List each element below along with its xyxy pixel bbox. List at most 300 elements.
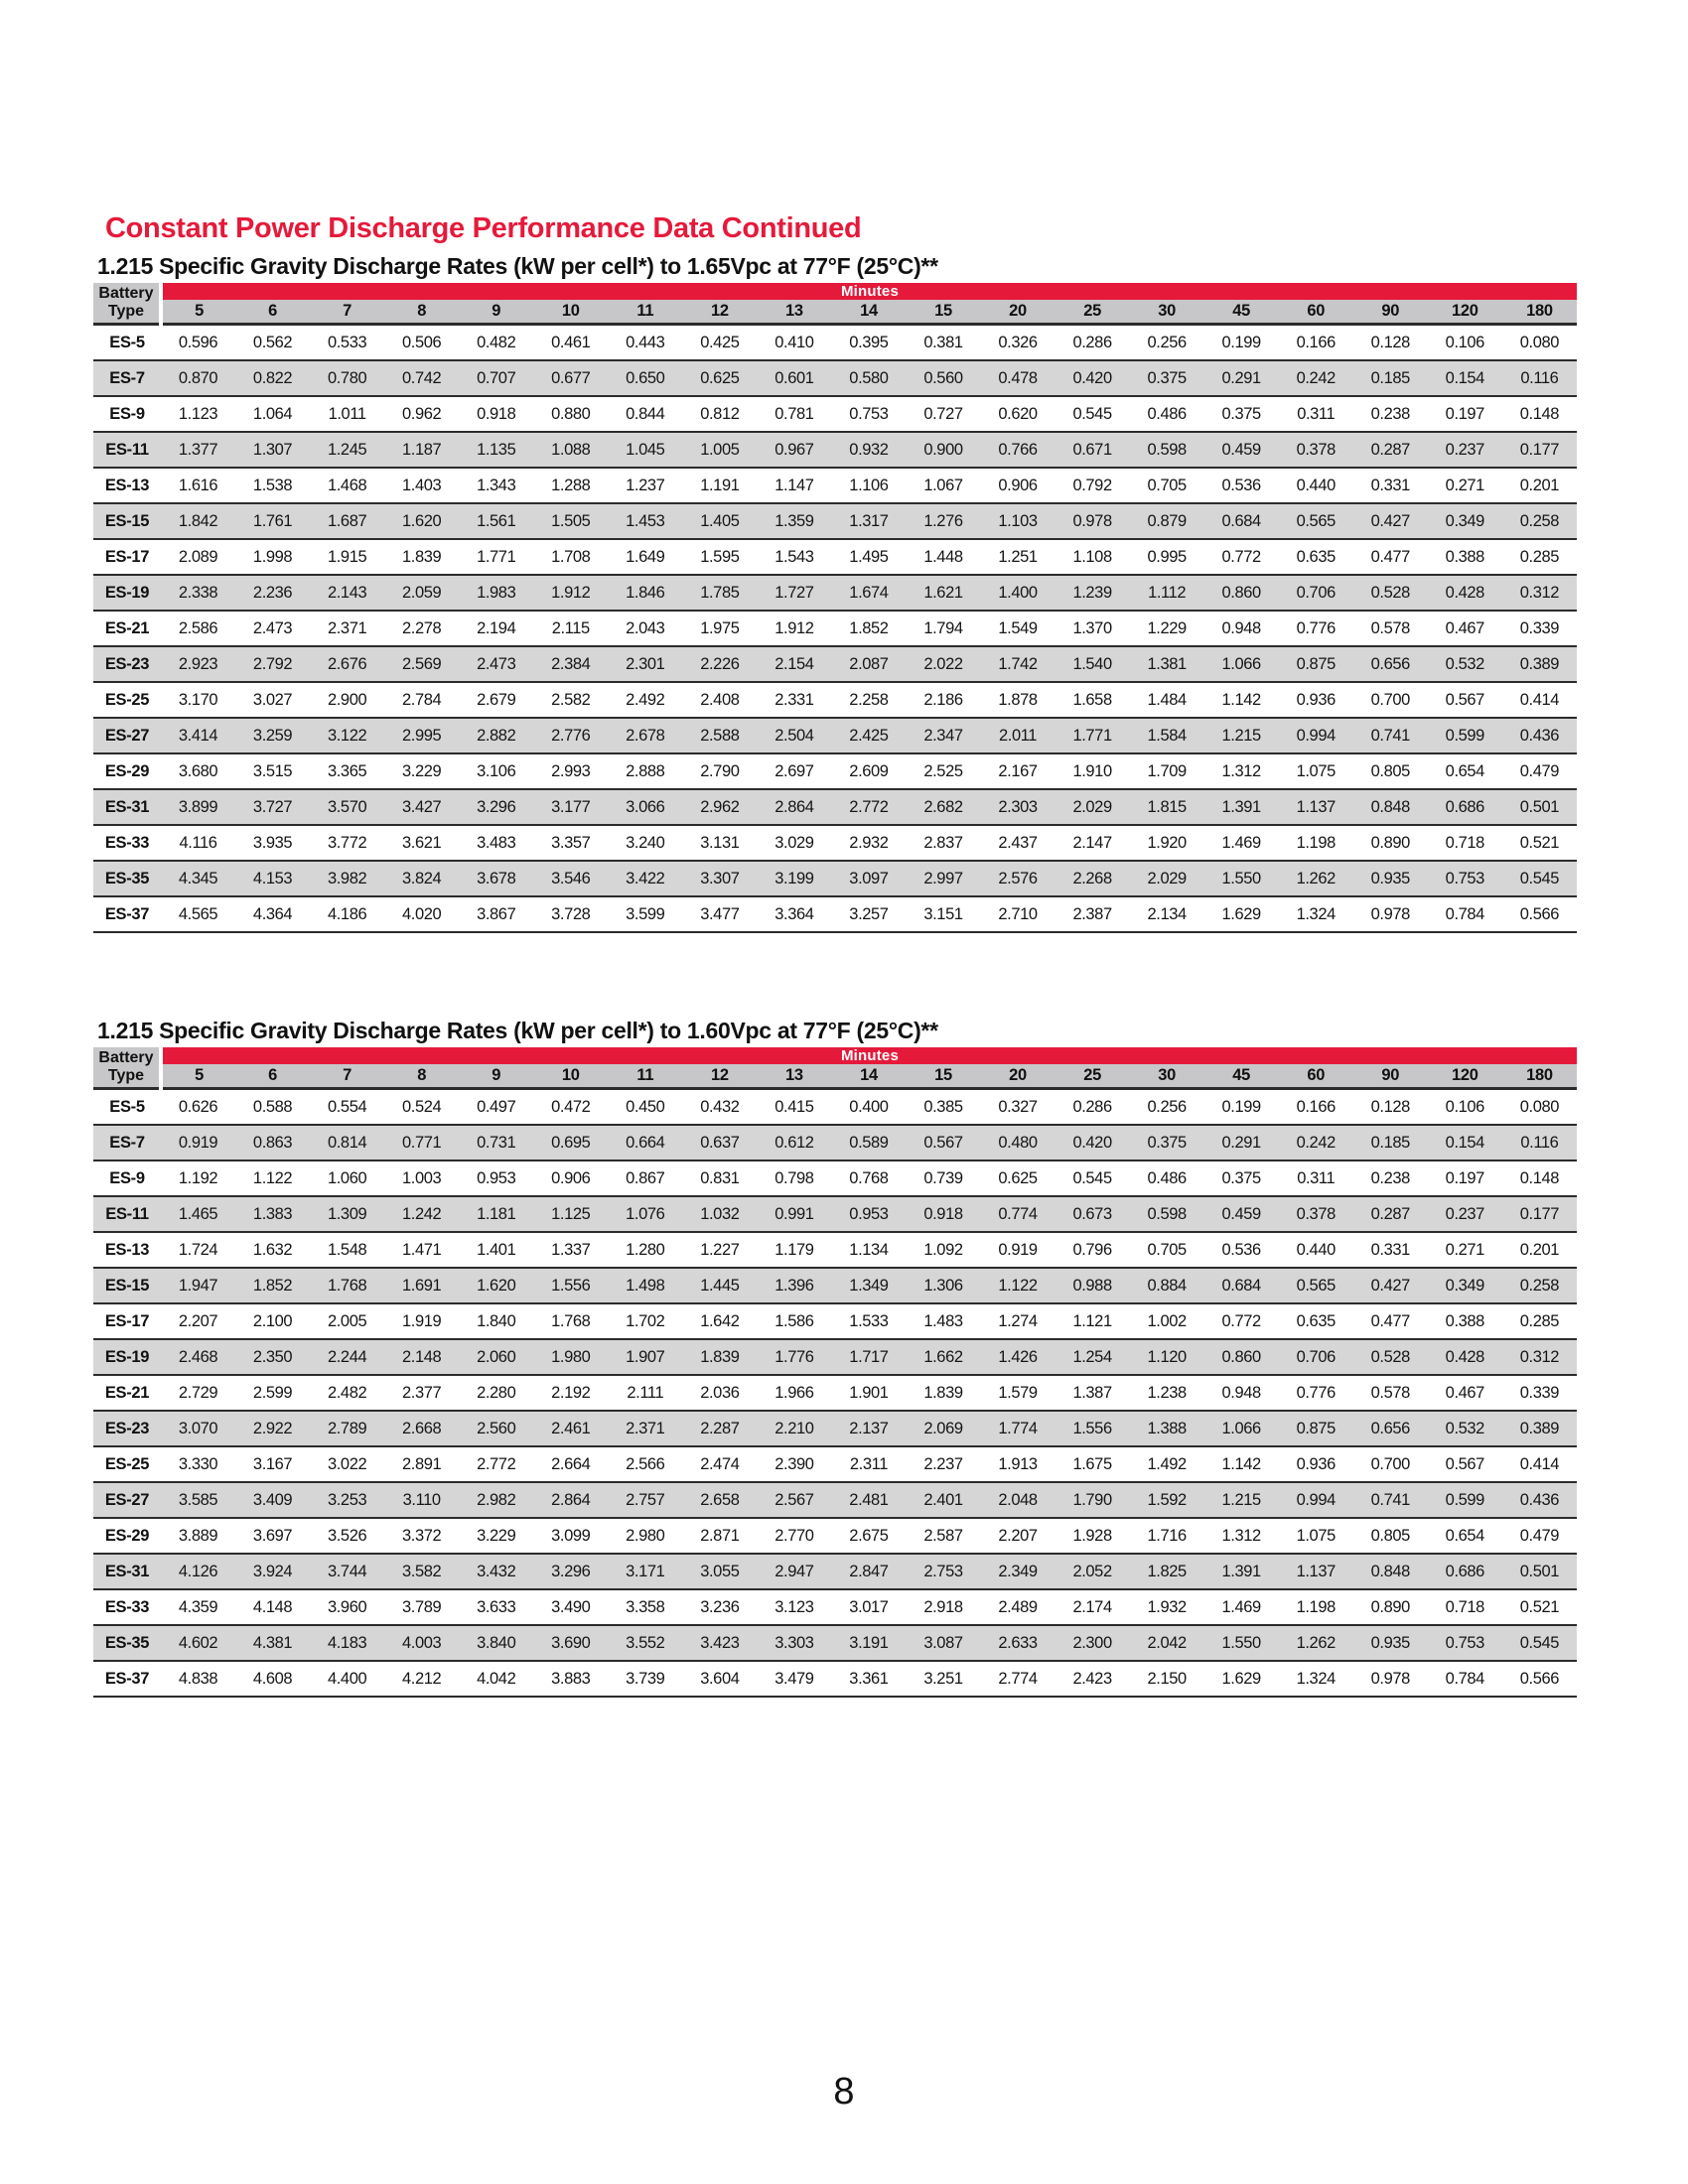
value-cell: 2.753: [923, 1562, 963, 1580]
value-cell: 1.198: [1296, 1597, 1336, 1616]
value-cell: 0.776: [1296, 1383, 1336, 1402]
value-cell: 1.387: [1072, 1383, 1112, 1402]
battery-type-header: [93, 283, 161, 325]
value-cell: 1.852: [849, 618, 889, 637]
value-cell: 2.789: [327, 1419, 367, 1437]
value-cell: 0.256: [1147, 333, 1187, 351]
value-cell: 0.739: [923, 1168, 963, 1187]
value-cell: 1.484: [1147, 690, 1187, 709]
value-cell: 3.982: [327, 869, 367, 887]
value-cell: 1.505: [551, 511, 591, 530]
value-cell: 1.919: [402, 1311, 442, 1330]
value-cell: 2.390: [774, 1454, 814, 1473]
value-cell: 0.286: [1072, 1097, 1112, 1116]
value-cell: 1.469: [1221, 833, 1261, 852]
minutes-column-header: 10: [533, 1064, 608, 1089]
value-cell: 1.112: [1148, 583, 1187, 602]
table-row: [93, 575, 1577, 611]
value-cell: 1.106: [849, 476, 889, 494]
value-cell: 1.842: [178, 511, 218, 530]
battery-type-cell: ES-29: [104, 761, 150, 780]
value-cell: 0.080: [1519, 333, 1560, 351]
value-cell: 3.365: [327, 761, 367, 780]
value-cell: 1.134: [849, 1240, 889, 1259]
value-cell: 2.194: [477, 618, 516, 637]
value-cell: 0.545: [1072, 1168, 1112, 1187]
minutes-column-header: 180: [1502, 300, 1577, 325]
value-cell: 0.560: [923, 368, 963, 387]
value-cell: 0.566: [1519, 904, 1560, 923]
value-cell: 1.579: [998, 1383, 1038, 1402]
value-cell: 1.620: [402, 511, 442, 530]
minutes-column-header: 25: [1055, 300, 1130, 325]
battery-type-cell: ES-17: [104, 1311, 150, 1330]
value-cell: 2.060: [477, 1347, 516, 1366]
value-cell: 1.403: [402, 476, 442, 494]
value-cell: 0.106: [1445, 1097, 1484, 1116]
value-cell: 1.846: [626, 583, 665, 602]
value-cell: 2.729: [178, 1383, 218, 1402]
value-cell: 2.473: [477, 654, 516, 673]
value-cell: 2.679: [477, 690, 516, 709]
value-cell: 3.899: [178, 797, 218, 816]
value-cell: 0.375: [1221, 1168, 1261, 1187]
table-row: [93, 1339, 1577, 1375]
value-cell: 0.154: [1445, 368, 1484, 387]
value-cell: 3.479: [774, 1669, 814, 1688]
value-cell: 1.123: [178, 404, 218, 423]
value-cell: 0.991: [774, 1204, 814, 1223]
value-cell: 2.087: [849, 654, 889, 673]
battery-type-cell: ES-17: [104, 547, 150, 566]
value-cell: 0.953: [849, 1204, 889, 1223]
value-cell: 2.371: [327, 618, 367, 637]
value-cell: 0.918: [477, 404, 516, 423]
document-content: [93, 0, 1577, 2184]
value-cell: 1.556: [1072, 1419, 1112, 1437]
value-cell: 0.271: [1445, 476, 1484, 494]
value-cell: 0.812: [700, 404, 740, 423]
value-cell: 0.467: [1445, 618, 1484, 637]
table-row: [93, 1125, 1577, 1160]
value-cell: 1.135: [477, 440, 516, 459]
value-cell: 1.492: [1147, 1454, 1187, 1473]
minutes-column-header: 12: [682, 1064, 757, 1089]
minutes-column-header: 7: [310, 1064, 384, 1089]
value-cell: 3.727: [252, 797, 293, 816]
value-cell: 0.440: [1296, 476, 1336, 494]
value-cell: 1.245: [327, 440, 367, 459]
value-cell: 1.901: [849, 1383, 889, 1402]
value-cell: 1.426: [998, 1347, 1038, 1366]
value-cell: 2.210: [774, 1419, 814, 1437]
value-cell: 2.186: [923, 690, 963, 709]
value-cell: 0.450: [626, 1097, 665, 1116]
value-cell: 1.932: [1147, 1597, 1187, 1616]
value-cell: 2.900: [327, 690, 367, 709]
table-row: [93, 1160, 1577, 1196]
battery-type-cell: ES-5: [109, 1097, 145, 1116]
value-cell: 1.595: [700, 547, 740, 566]
table-subtitle: 1.215 Specific Gravity Discharge Rates (kW per cell*) to 1.60Vpc at 77°F (25°C)**: [97, 1018, 938, 1043]
value-cell: 4.153: [252, 869, 293, 887]
value-cell: 2.011: [999, 726, 1038, 745]
value-cell: 3.697: [252, 1526, 293, 1545]
value-cell: 0.477: [1370, 547, 1410, 566]
value-cell: 3.924: [252, 1562, 293, 1580]
value-cell: 3.199: [774, 869, 814, 887]
value-cell: 4.148: [252, 1597, 293, 1616]
value-cell: 0.863: [252, 1133, 293, 1152]
value-cell: 0.771: [402, 1133, 442, 1152]
value-cell: 1.003: [402, 1168, 442, 1187]
value-cell: 0.599: [1445, 1490, 1484, 1509]
value-cell: 3.372: [402, 1526, 442, 1545]
value-cell: 0.148: [1519, 404, 1560, 423]
value-cell: 2.134: [1147, 904, 1187, 923]
value-cell: 0.545: [1072, 404, 1112, 423]
battery-type-cell: ES-33: [104, 1597, 150, 1616]
minutes-column-header: 20: [981, 1064, 1055, 1089]
value-cell: 0.238: [1370, 1168, 1410, 1187]
minutes-column-header: 10: [533, 300, 608, 325]
value-cell: 0.784: [1445, 1669, 1484, 1688]
value-cell: 0.637: [700, 1133, 740, 1152]
value-cell: 1.920: [1147, 833, 1187, 852]
value-cell: 4.565: [178, 904, 218, 923]
value-cell: 1.621: [923, 583, 963, 602]
value-cell: 2.377: [402, 1383, 442, 1402]
value-cell: 0.349: [1445, 511, 1484, 530]
value-cell: 2.784: [402, 690, 442, 709]
value-cell: 0.706: [1296, 583, 1336, 602]
value-cell: 0.428: [1445, 583, 1484, 602]
value-cell: 1.280: [626, 1240, 665, 1259]
value-cell: 1.556: [551, 1276, 591, 1295]
value-cell: 2.461: [551, 1419, 591, 1437]
value-cell: 0.626: [178, 1097, 218, 1116]
value-cell: 0.501: [1519, 797, 1560, 816]
value-cell: 3.526: [327, 1526, 367, 1545]
value-cell: 1.237: [626, 476, 665, 494]
value-cell: 2.237: [923, 1454, 963, 1473]
value-cell: 0.459: [1221, 440, 1261, 459]
value-cell: 3.022: [327, 1454, 367, 1473]
value-cell: 2.137: [849, 1419, 889, 1437]
value-cell: 1.187: [402, 440, 442, 459]
value-cell: 0.978: [1370, 904, 1410, 923]
value-cell: 2.586: [178, 618, 218, 637]
value-cell: 0.242: [1296, 368, 1336, 387]
value-cell: 0.936: [1296, 690, 1336, 709]
value-cell: 0.521: [1519, 833, 1560, 852]
value-cell: 2.847: [849, 1562, 889, 1580]
value-cell: 1.947: [178, 1276, 218, 1295]
value-cell: 3.739: [626, 1669, 665, 1688]
minutes-column-header: 180: [1502, 1064, 1577, 1089]
battery-type-cell: ES-37: [104, 1669, 150, 1688]
value-cell: 1.465: [178, 1204, 218, 1223]
value-cell: 0.673: [1072, 1204, 1112, 1223]
value-cell: 2.792: [252, 654, 293, 673]
battery-type-cell: ES-21: [104, 1383, 150, 1402]
value-cell: 3.177: [551, 797, 591, 816]
value-cell: 0.128: [1370, 333, 1410, 351]
value-cell: 2.384: [551, 654, 591, 673]
battery-type-header-line2: Type: [107, 303, 145, 320]
page-number: 8: [833, 2071, 855, 2113]
value-cell: 0.177: [1519, 440, 1560, 459]
value-cell: 1.377: [178, 440, 218, 459]
table-row: [93, 1196, 1577, 1232]
value-cell: 3.570: [327, 797, 367, 816]
value-cell: 0.326: [998, 333, 1038, 351]
value-cell: 0.935: [1370, 1633, 1410, 1652]
value-cell: 1.998: [252, 547, 293, 566]
value-cell: 0.935: [1370, 869, 1410, 887]
table-row: [93, 1411, 1577, 1446]
value-cell: 1.448: [923, 547, 963, 566]
value-cell: 1.181: [477, 1204, 516, 1223]
value-cell: 0.700: [1370, 1454, 1410, 1473]
value-cell: 4.602: [178, 1633, 218, 1652]
battery-type-cell: ES-25: [104, 690, 150, 709]
value-cell: 1.391: [1221, 797, 1261, 816]
value-cell: 0.378: [1296, 440, 1336, 459]
value-cell: 2.633: [998, 1633, 1038, 1652]
value-cell: 1.002: [1147, 1311, 1187, 1330]
value-cell: 2.525: [923, 761, 963, 780]
table-header: [93, 283, 1577, 325]
minutes-column-row: [93, 1064, 1577, 1089]
value-cell: 2.504: [774, 726, 814, 745]
value-cell: 0.286: [1072, 333, 1112, 351]
value-cell: 0.879: [1147, 511, 1187, 530]
value-cell: 0.567: [1445, 690, 1484, 709]
value-cell: 2.770: [774, 1526, 814, 1545]
value-cell: 2.932: [849, 833, 889, 852]
value-cell: 3.236: [700, 1597, 740, 1616]
value-cell: 4.126: [178, 1562, 218, 1580]
value-cell: 0.536: [1221, 1240, 1261, 1259]
value-cell: 0.880: [551, 404, 591, 423]
value-cell: 1.122: [998, 1276, 1038, 1295]
value-cell: 0.482: [477, 333, 516, 351]
value-cell: 0.311: [1297, 404, 1336, 423]
value-cell: 0.287: [1370, 440, 1410, 459]
value-cell: 1.125: [551, 1204, 591, 1223]
value-cell: 1.092: [923, 1240, 963, 1259]
value-cell: 0.461: [551, 333, 591, 351]
value-cell: 2.174: [1072, 1597, 1112, 1616]
minutes-column-header: 11: [608, 1064, 682, 1089]
value-cell: 2.569: [402, 654, 442, 673]
value-cell: 1.675: [1072, 1454, 1112, 1473]
value-cell: 3.131: [700, 833, 740, 852]
value-cell: 0.906: [998, 476, 1038, 494]
value-cell: 0.706: [1296, 1347, 1336, 1366]
value-cell: 0.589: [849, 1133, 889, 1152]
battery-type-header: [93, 1047, 161, 1089]
value-cell: 1.469: [1221, 1597, 1261, 1616]
value-cell: 1.251: [998, 547, 1038, 566]
value-cell: 0.805: [1370, 1526, 1410, 1545]
battery-type-cell: ES-15: [104, 1276, 150, 1295]
minutes-column-header: 9: [459, 300, 533, 325]
value-cell: 3.171: [626, 1562, 665, 1580]
value-cell: 3.253: [327, 1490, 367, 1509]
table-row: [93, 718, 1577, 753]
value-cell: 1.337: [551, 1240, 591, 1259]
value-cell: 0.467: [1445, 1383, 1484, 1402]
value-cell: 0.389: [1519, 654, 1560, 673]
value-cell: 1.483: [923, 1311, 963, 1330]
value-cell: 1.400: [998, 583, 1038, 602]
table-row: [93, 1661, 1577, 1697]
value-cell: 0.106: [1445, 333, 1484, 351]
value-cell: 1.445: [700, 1276, 740, 1295]
value-cell: 2.468: [178, 1347, 218, 1366]
value-cell: 0.995: [1147, 547, 1187, 566]
value-cell: 2.774: [998, 1669, 1038, 1688]
value-cell: 1.785: [700, 583, 740, 602]
value-cell: 2.588: [700, 726, 740, 745]
value-cell: 2.350: [252, 1347, 293, 1366]
value-cell: 1.215: [1221, 726, 1261, 745]
value-cell: 1.966: [774, 1383, 814, 1402]
value-cell: 2.111: [627, 1383, 664, 1402]
value-cell: 3.191: [849, 1633, 889, 1652]
value-cell: 1.687: [327, 511, 367, 530]
value-cell: 1.067: [923, 476, 963, 494]
value-cell: 0.567: [923, 1133, 963, 1152]
value-cell: 1.381: [1147, 654, 1187, 673]
table-row: [93, 861, 1577, 896]
value-cell: 0.805: [1370, 761, 1410, 780]
page-title: Constant Power Discharge Performance Data Continued: [105, 212, 862, 244]
value-cell: 2.772: [477, 1454, 516, 1473]
value-cell: 0.936: [1296, 1454, 1336, 1473]
value-cell: 2.489: [998, 1597, 1038, 1616]
value-cell: 0.375: [1147, 368, 1187, 387]
value-cell: 1.983: [477, 583, 516, 602]
value-cell: 2.582: [551, 690, 591, 709]
minutes-band: [161, 283, 1577, 300]
value-cell: 2.697: [774, 761, 814, 780]
value-cell: 2.301: [626, 654, 665, 673]
value-cell: 1.391: [1221, 1562, 1261, 1580]
value-cell: 0.528: [1370, 583, 1410, 602]
value-cell: 0.420: [1072, 1133, 1112, 1152]
value-cell: 1.239: [1072, 583, 1112, 602]
value-cell: 0.420: [1072, 368, 1112, 387]
value-cell: 0.436: [1519, 726, 1560, 745]
value-cell: 2.005: [327, 1311, 367, 1330]
value-cell: 1.674: [849, 583, 889, 602]
value-cell: 4.838: [178, 1669, 218, 1688]
minutes-column-header: 5: [161, 1064, 235, 1089]
value-cell: 0.339: [1519, 1383, 1560, 1402]
minutes-label: Minutes: [840, 283, 900, 300]
value-cell: 1.540: [1072, 654, 1112, 673]
value-cell: 0.599: [1445, 726, 1484, 745]
value-cell: 0.753: [849, 404, 889, 423]
value-cell: 0.625: [700, 368, 740, 387]
value-cell: 2.300: [1072, 1633, 1112, 1652]
value-cell: 1.179: [774, 1240, 814, 1259]
value-cell: 2.268: [1072, 869, 1112, 887]
value-cell: 2.236: [252, 583, 293, 602]
value-cell: 3.251: [923, 1669, 963, 1688]
value-cell: 0.291: [1221, 368, 1261, 387]
value-cell: 3.151: [923, 904, 963, 923]
value-cell: 4.381: [252, 1633, 293, 1652]
value-cell: 0.978: [1370, 1669, 1410, 1688]
value-cell: 0.844: [626, 404, 665, 423]
value-cell: 0.578: [1370, 618, 1410, 637]
value-cell: 0.700: [1370, 690, 1410, 709]
value-cell: 4.608: [252, 1669, 293, 1688]
table-row: [93, 825, 1577, 861]
value-cell: 1.064: [252, 404, 293, 423]
value-cell: 0.479: [1519, 1526, 1560, 1545]
value-cell: 1.717: [849, 1347, 889, 1366]
value-cell: 0.524: [402, 1097, 442, 1116]
value-cell: 2.042: [1147, 1633, 1187, 1652]
value-cell: 1.550: [1221, 869, 1261, 887]
value-cell: 0.480: [998, 1133, 1038, 1152]
value-cell: 0.772: [1221, 547, 1261, 566]
value-cell: 0.860: [1221, 583, 1261, 602]
value-cell: 1.852: [252, 1276, 293, 1295]
value-cell: 2.036: [700, 1383, 740, 1402]
value-cell: 3.110: [402, 1490, 441, 1509]
value-cell: 2.772: [849, 797, 889, 816]
value-cell: 0.635: [1296, 1311, 1336, 1330]
value-cell: 0.596: [178, 333, 218, 351]
value-cell: 0.727: [923, 404, 963, 423]
value-cell: 0.625: [998, 1168, 1038, 1187]
value-cell: 1.349: [849, 1276, 889, 1295]
value-cell: 0.598: [1147, 1204, 1187, 1223]
battery-type-cell: ES-19: [104, 1347, 150, 1366]
value-cell: 1.790: [1072, 1490, 1112, 1509]
value-cell: 4.042: [477, 1669, 516, 1688]
battery-type-cell: ES-35: [104, 869, 150, 887]
value-cell: 0.375: [1221, 404, 1261, 423]
value-cell: 2.059: [402, 583, 442, 602]
value-cell: 0.918: [923, 1204, 963, 1223]
value-cell: 0.271: [1445, 1240, 1484, 1259]
value-cell: 1.288: [551, 476, 591, 494]
value-cell: 0.654: [1445, 761, 1484, 780]
minutes-column-header: 8: [384, 1064, 459, 1089]
value-cell: 0.258: [1519, 511, 1560, 530]
value-cell: 0.545: [1519, 869, 1560, 887]
value-cell: 0.287: [1370, 1204, 1410, 1223]
table-row: [93, 1375, 1577, 1411]
value-cell: 0.410: [774, 333, 814, 351]
value-cell: 2.599: [252, 1383, 293, 1402]
value-cell: 1.192: [178, 1168, 218, 1187]
value-cell: 0.705: [1147, 1240, 1187, 1259]
value-cell: 2.154: [774, 654, 814, 673]
value-cell: 0.753: [1445, 869, 1484, 887]
value-cell: 3.106: [477, 761, 516, 780]
value-cell: 0.443: [626, 333, 665, 351]
value-cell: 2.258: [849, 690, 889, 709]
value-cell: 2.993: [551, 761, 591, 780]
